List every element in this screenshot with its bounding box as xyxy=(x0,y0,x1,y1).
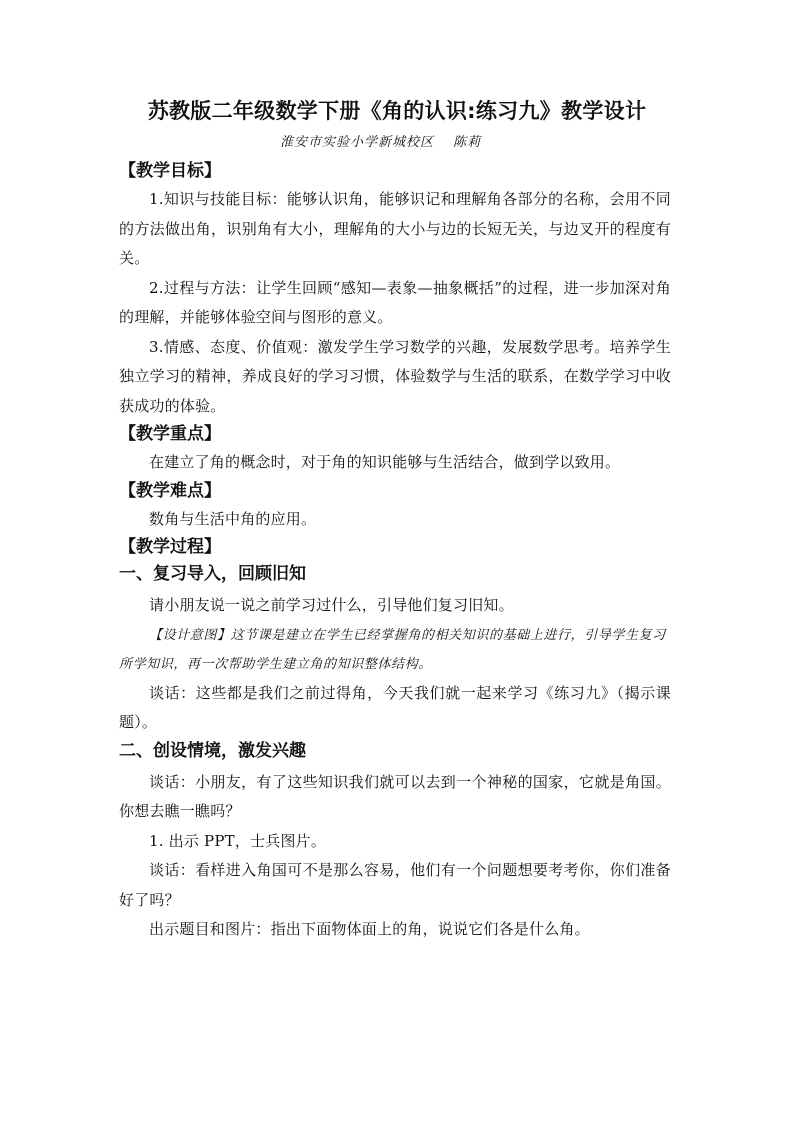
document-title: 苏教版二年级数学下册《角的认识:练习九》教学设计 xyxy=(147,99,647,123)
objective-item-1: 1.知识与技能目标：能够认识角，能够识记和理解角各部分的名称，会用不同的方法做出角，识别角有大小，理解角的大小与边的长短无关，与边叉开的程度有关。 xyxy=(119,190,671,267)
section1-paragraph-1: 请小朋友说一说之前学习过什么，引导他们复习旧知。 xyxy=(149,596,514,614)
design-intent-note: 【设计意图】这节课是建立在学生已经掌握角的相关知识的基础上进行，引导学生复习所学知识，再一次帮助学生建立角的知识整体结构。 xyxy=(119,627,666,672)
objective-item-2: 2.过程与方法：让学生回顾“感知—表象—抽象概括”的过程，进一步加深对角的理解，并能够体验空间与图形的意义。 xyxy=(119,278,671,326)
objectives-heading: 【教学目标】 xyxy=(119,161,221,181)
difficulty-heading: 【教学难点】 xyxy=(119,480,221,501)
key-point-heading: 【教学重点】 xyxy=(119,424,221,444)
difficulty-text: 数角与生活中角的应用。 xyxy=(149,509,317,528)
process-heading: 【教学过程】 xyxy=(119,537,221,557)
section1-heading: 一、复习导入，回顾旧知 xyxy=(119,564,306,584)
section2-paragraph-3: 谈话：看样进入角国可不是那么容易，他们有一个问题想要考考你，你们准备好了吗？ xyxy=(119,861,671,909)
section2-heading: 二、创设情境，激发兴趣 xyxy=(119,740,306,761)
section1-paragraph-2: 谈话：这些都是我们之前过得角，今天我们就一起来学习《练习九》（揭示课题）。 xyxy=(119,683,671,731)
section2-paragraph-1: 谈话：小朋友，有了这些知识我们就可以去到一个神秘的国家，它就是角国。你想去瞧一瞧吗？ xyxy=(119,772,671,820)
key-point-text: 在建立了角的概念时，对于角的知识能够与生活结合，做到学以致用。 xyxy=(149,453,621,471)
objective-item-3: 3.情感、态度、价值观：激发学生学习数学的兴趣，发展数学思考。培养学生独立学习的精神，养成良好的学习习惯，体验数学与生活的联系，在数学学习中收获成功的体验。 xyxy=(119,337,671,415)
author-line: 淮安市实验小学新城校区 陈莉 xyxy=(280,135,482,150)
section2-paragraph-2: 1. 出示 PPT，士兵图片。 xyxy=(149,831,327,850)
section2-paragraph-4: 出示题目和图片：指出下面物体面上的角，说说它们各是什么角。 xyxy=(149,920,590,938)
document-body xyxy=(119,158,671,945)
